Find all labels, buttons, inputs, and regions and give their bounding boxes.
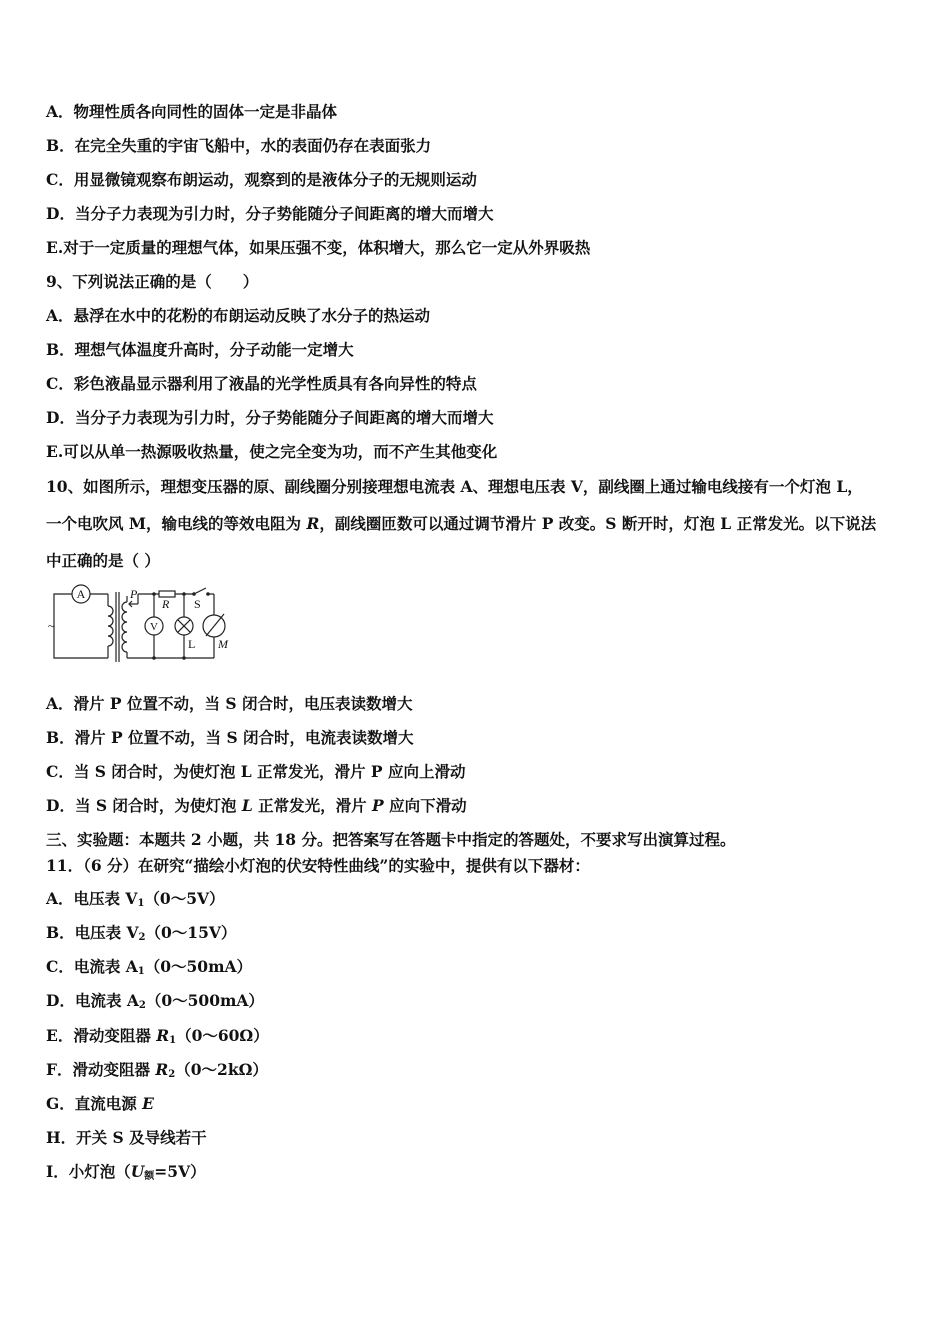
q11-item-a [46,889,225,914]
q11-item-b-text: B．电压表 V [46,923,139,942]
q10-stem-line3: 中正确的是（ ） [46,551,160,570]
motor-m-label: M [218,637,228,651]
q11-item-g-var: E [142,1094,154,1113]
q11-item-g-text: G．直流电源 [46,1094,143,1113]
q11-item-b-range: （0～15V） [145,923,237,942]
q11-item-a-text: A．电压表 V [46,889,138,908]
q11-item-f-range: （0～2kΩ） [175,1060,268,1079]
q11-item-b-sub: 2 [138,932,146,943]
q10-option-d-text-b: 正常发光，滑片 [252,796,373,815]
q11-item-a-range: （0～5V） [144,889,225,908]
section-3-heading: 三、实验题：本题共 2 小题，共 18 分。把答案写在答题卡中指定的答题处，不要求写出演算过程。 [46,830,736,849]
q9-option-e: E.可以从单一热源吸收热量，使之完全变为功，而不产生其他变化 [46,442,498,461]
q11-item-f-var: R [155,1060,169,1079]
q10-stem-line2 [46,514,876,534]
switch-s-label: S [194,597,201,611]
q11-item-i-var: U [130,1162,145,1181]
q10-option-d-text-c: 应向下滑动 [383,796,467,815]
q11-item-i-sub: 额 [144,1171,155,1182]
q8-option-c: C．用显微镜观察布朗运动，观察到的是液体分子的无规则运动 [46,170,477,189]
q11-item-d [46,991,264,1016]
q11-item-d-text: D．电流表 A [46,991,139,1010]
q11-item-f-text: F．滑动变阻器 [46,1060,156,1079]
q10-option-d-var-l: L [241,796,253,815]
q11-stem: 11．（6 分）在研究“描绘小灯泡的伏安特性曲线”的实验中，提供有以下器材： [46,856,590,875]
q10-option-c: C．当 S 闭合时，为使灯泡 L 正常发光，滑片 P 应向上滑动 [46,762,466,781]
q10-stem-text-a: 一个电吹风 M，输电线的等效电阻为 [46,514,307,533]
q10-option-d-var-p: P [372,796,384,815]
q8-option-a: A．物理性质各向同性的固体一定是非晶体 [46,102,338,121]
q8-option-d: D．当分子力表现为引力时，分子势能随分子间距离的增大而增大 [46,204,494,223]
q10-stem-text-b: ，副线圈匝数可以通过调节滑片 P 改变。S 断开时，灯泡 L 正常发光。以下说法 [319,514,877,533]
ammeter-label: A [76,587,86,601]
q11-item-f-sub: 2 [168,1069,176,1080]
q8-option-e: E.对于一定质量的理想气体，如果压强不变，体积增大，那么它一定从外界吸热 [46,238,591,257]
q11-item-d-sub: 2 [138,1000,146,1011]
q9-option-c: C．彩色液晶显示器利用了液晶的光学性质具有各向异性的特点 [46,374,477,393]
q8-option-b: B．在完全失重的宇宙飞船中，水的表面仍存在表面张力 [46,136,432,155]
q11-item-b [46,923,236,948]
q10-stem-var-r: R [306,514,320,533]
q9-option-b: B．理想气体温度升高时，分子动能一定增大 [46,340,354,359]
q10-option-d [46,796,467,816]
q11-item-g [46,1094,154,1114]
q11-item-i [46,1162,206,1187]
q10-stem-line1: 10、如图所示，理想变压器的原、副线圈分别接理想电流表 A、理想电压表 V，副线圈上通过输电线接有一个灯泡 L， [46,477,863,496]
q11-item-c-sub: 1 [137,966,145,977]
q11-item-f [46,1060,268,1085]
q9-stem: 9、下列说法正确的是（ ） [46,272,259,291]
q11-item-h: H．开关 S 及导线若干 [46,1128,207,1147]
voltmeter-label: V [150,621,158,633]
resistor-r-label: R [162,597,170,611]
q11-item-e-var: R [156,1026,170,1045]
q11-item-i-value: =5V） [154,1162,206,1181]
q11-item-d-range: （0～500mA） [145,991,264,1010]
q11-item-e-sub: 1 [169,1035,177,1046]
slider-p-label: P [130,587,138,601]
q10-option-d-text-a: D．当 S 闭合时，为使灯泡 [46,796,242,815]
q11-item-a-sub: 1 [137,898,145,909]
q11-item-e-text: E．滑动变阻器 [46,1026,157,1045]
q10-option-a: A．滑片 P 位置不动，当 S 闭合时，电压表读数增大 [46,694,413,713]
transformer-circuit-diagram [46,582,246,666]
q11-item-e [46,1026,269,1051]
q11-item-c-range: （0～50mA） [144,957,253,976]
q9-option-a: A．悬浮在水中的花粉的布朗运动反映了水分子的热运动 [46,306,431,325]
q9-option-d: D．当分子力表现为引力时，分子势能随分子间距离的增大而增大 [46,408,494,427]
q11-item-c-text: C．电流表 A [46,957,138,976]
q11-item-i-text: I．小灯泡（ [46,1162,131,1181]
q10-option-b: B．滑片 P 位置不动，当 S 闭合时，电流表读数增大 [46,728,414,747]
q11-item-e-range: （0～60Ω） [176,1026,269,1045]
lamp-l-label: L [188,637,196,651]
q11-item-c [46,957,252,982]
ac-source-symbol: ~ [48,619,55,633]
